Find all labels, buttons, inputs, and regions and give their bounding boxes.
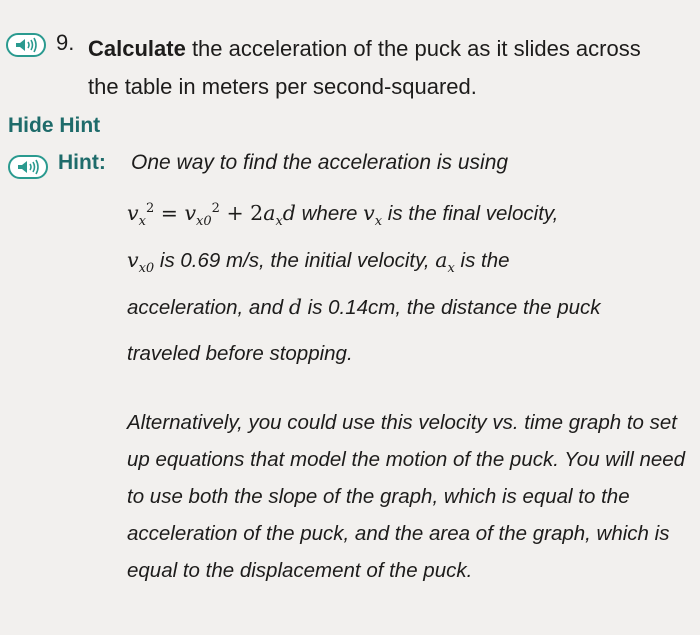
- hint-line-3: $v_{x0}$ is 0.69 m/s, the initial velocity, $a_x$ is the: [127, 248, 510, 277]
- hint-alternative-paragraph: Alternatively, you could use this velocity vs. time graph to set up equations that model the motion of the puck. You will need to use both the slope of the graph, which is equal to the acceleration of the puck, and the area of the graph, which is equal to the displacement of the puck.: [127, 411, 686, 582]
- hint-line-4: acceleration, and d is 0.14cm, the distance the puck: [127, 295, 601, 319]
- question-text: [88, 30, 668, 106]
- question-audio-button[interactable]: [6, 33, 46, 57]
- d-symbol: d: [288, 295, 302, 319]
- hint-audio-button[interactable]: [8, 155, 48, 179]
- hide-hint-link[interactable]: Hide Hint: [8, 114, 101, 137]
- hint-equation-line: $v_x^2 = v_{x0}^2 + 2a_xd$ where $v_x$ is the final velocity,: [127, 201, 559, 230]
- kinematic-equation: $v_x^2 = v_{x0}^2 + 2a_xd$: [127, 201, 296, 230]
- vx0-symbol: $v_{x0}$: [127, 248, 155, 277]
- vx-symbol: $v_x$: [363, 201, 383, 230]
- hint-first-line: One way to find the acceleration is using: [131, 151, 509, 174]
- question-bold-lead: Calculate: [88, 36, 186, 61]
- question-number: 9.: [56, 30, 75, 55]
- speaker-icon: [15, 159, 41, 175]
- question-text-rest: the acceleration of the puck as it slides across the table in meters per second-squared.: [88, 36, 641, 99]
- hint-line-5: traveled before stopping.: [127, 342, 353, 365]
- hint-body: [127, 190, 687, 377]
- speaker-icon: [13, 37, 39, 53]
- ax-symbol: $a_x$: [435, 248, 455, 277]
- hint-label: Hint:: [58, 151, 106, 174]
